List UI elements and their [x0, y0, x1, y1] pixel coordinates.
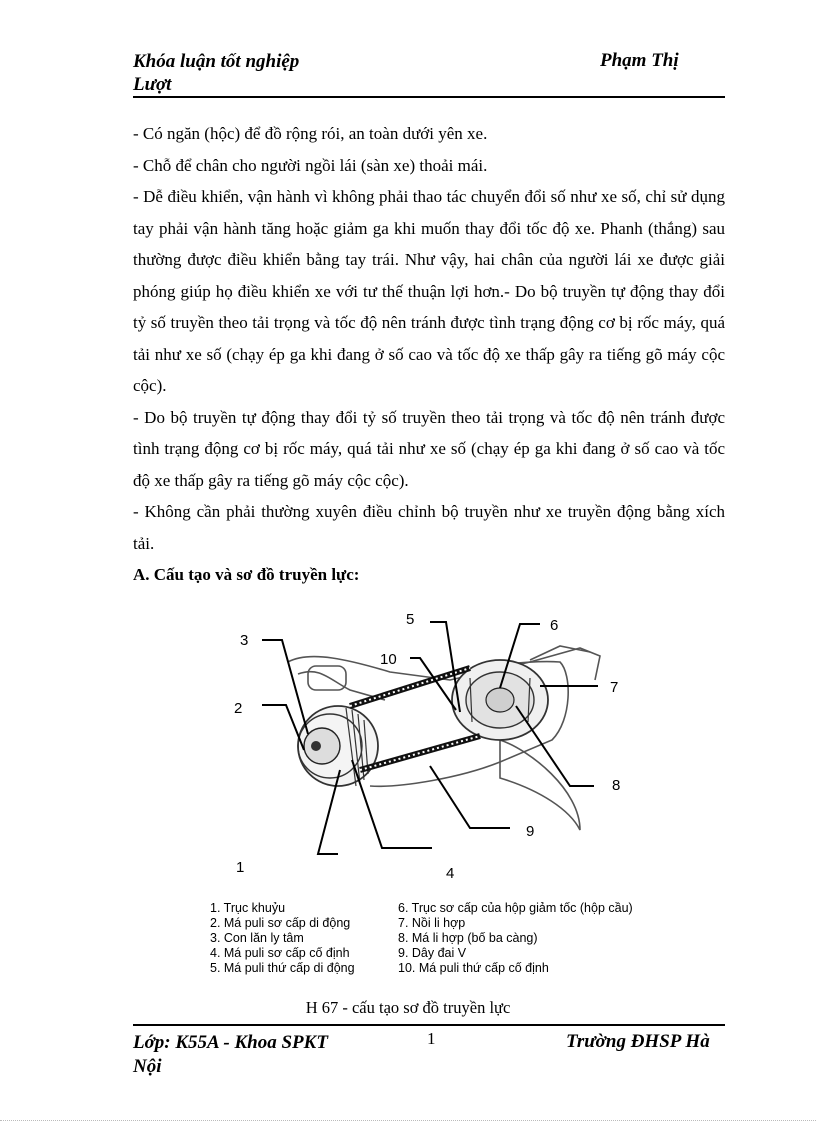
body-text	[133, 118, 725, 591]
legend-right	[398, 901, 633, 976]
header-title	[133, 50, 299, 96]
paragraph: - Có ngăn (hộc) để đồ rộng rói, an toàn dưới yên xe.	[133, 124, 488, 143]
callout-7: 7	[610, 679, 619, 696]
figure-caption: H 67 - cấu tạo sơ đồ truyền lực	[305, 998, 511, 1017]
footer-class-line2: Nội	[133, 1056, 162, 1077]
header-rule	[133, 96, 725, 98]
callout-5: 5	[406, 611, 415, 628]
legend-item: 6. Trục sơ cấp của hộp giảm tốc (hộp cầu)	[398, 901, 633, 915]
header-title-line2: Lượt	[133, 74, 172, 95]
footer-class-line1: Lớp: K55A - Khoa SPKT	[133, 1032, 328, 1053]
page-number: 1	[427, 1029, 436, 1048]
legend-item: 3. Con lăn ly tâm	[210, 931, 304, 945]
cvt-transmission-diagram	[200, 600, 680, 890]
footer-class	[133, 1031, 328, 1079]
footer-rule	[133, 1024, 725, 1026]
legend-item: 10. Má puli thứ cấp cố định	[398, 961, 549, 975]
callout-8: 8	[612, 777, 621, 794]
page-bottom-dotted-line	[0, 1120, 816, 1121]
output-casing	[500, 740, 580, 830]
legend-item: 5. Má puli thứ cấp di động	[210, 961, 355, 975]
paragraph: - Dễ điều khiển, vận hành vì không phải thao tác chuyển đổi số như xe số, chỉ sử dụng tay phải vận hành tăng hoặc giảm ga khi muốn thay đổi tốc độ xe. Phanh (thắng) sau thường được điều khiển bằng tay trái. Như vậy, hai chân của người lái xe được giải phóng giúp họ điều khiển xe với tư thế thuận lợi hơn.- Do bộ truyền tự động thay đổi tỷ số truyền theo tải trọng và tốc độ nên tránh được tình trạng động cơ bị rốc máy, quá tải như xe số (chạy ép ga khi đang ở số cao và tốc độ xe thấp gây ra tiếng gõ máy cộc cộc).	[133, 187, 725, 395]
legend-item: 9. Dây đai V	[398, 946, 467, 960]
legend-item: 7. Nồi li hợp	[398, 916, 466, 930]
callout-1: 1	[236, 859, 245, 876]
callout-6: 6	[550, 617, 559, 634]
callout-9: 9	[526, 823, 535, 840]
crankcase-outline-inner	[298, 672, 385, 700]
engine-block	[308, 666, 346, 690]
callout-2: 2	[234, 700, 243, 717]
legend-item: 2. Má puli sơ cấp di động	[210, 916, 351, 930]
section-heading: A. Cấu tạo và sơ đồ truyền lực:	[133, 565, 360, 584]
header-author: Phạm Thị	[600, 50, 679, 71]
callout-3: 3	[240, 632, 249, 649]
paragraph: - Do bộ truyền tự động thay đổi tỷ số truyền theo tải trọng và tốc độ nên tránh được tình trạng động cơ bị rốc máy, quá tải như xe số (chạy ép ga khi đang ở số cao và tốc độ xe thấp gây ra tiếng gõ máy cộc cộc).	[133, 407, 725, 490]
callout-line-9	[430, 766, 510, 828]
legend-item: 8. Má li hợp (bố ba càng)	[398, 931, 538, 945]
legend-item: 1. Trục khuỷu	[210, 901, 286, 915]
paragraph: - Chỗ để chân cho người ngồi lái (sàn xe) thoải mái.	[133, 155, 488, 175]
header-title-line1: Khóa luận tốt nghiệp	[133, 51, 300, 72]
legend-item: 4. Má puli sơ cấp cố định	[210, 946, 350, 960]
paragraph: - Không cần phải thường xuyên điều chỉnh bộ truyền như xe truyền động bằng xích tải.	[133, 502, 725, 553]
callout-10: 10	[380, 651, 397, 668]
callout-4: 4	[446, 865, 455, 882]
footer-school: Trường ĐHSP Hà	[566, 1031, 710, 1052]
legend-left	[210, 901, 355, 976]
callout-line-3	[262, 640, 308, 734]
